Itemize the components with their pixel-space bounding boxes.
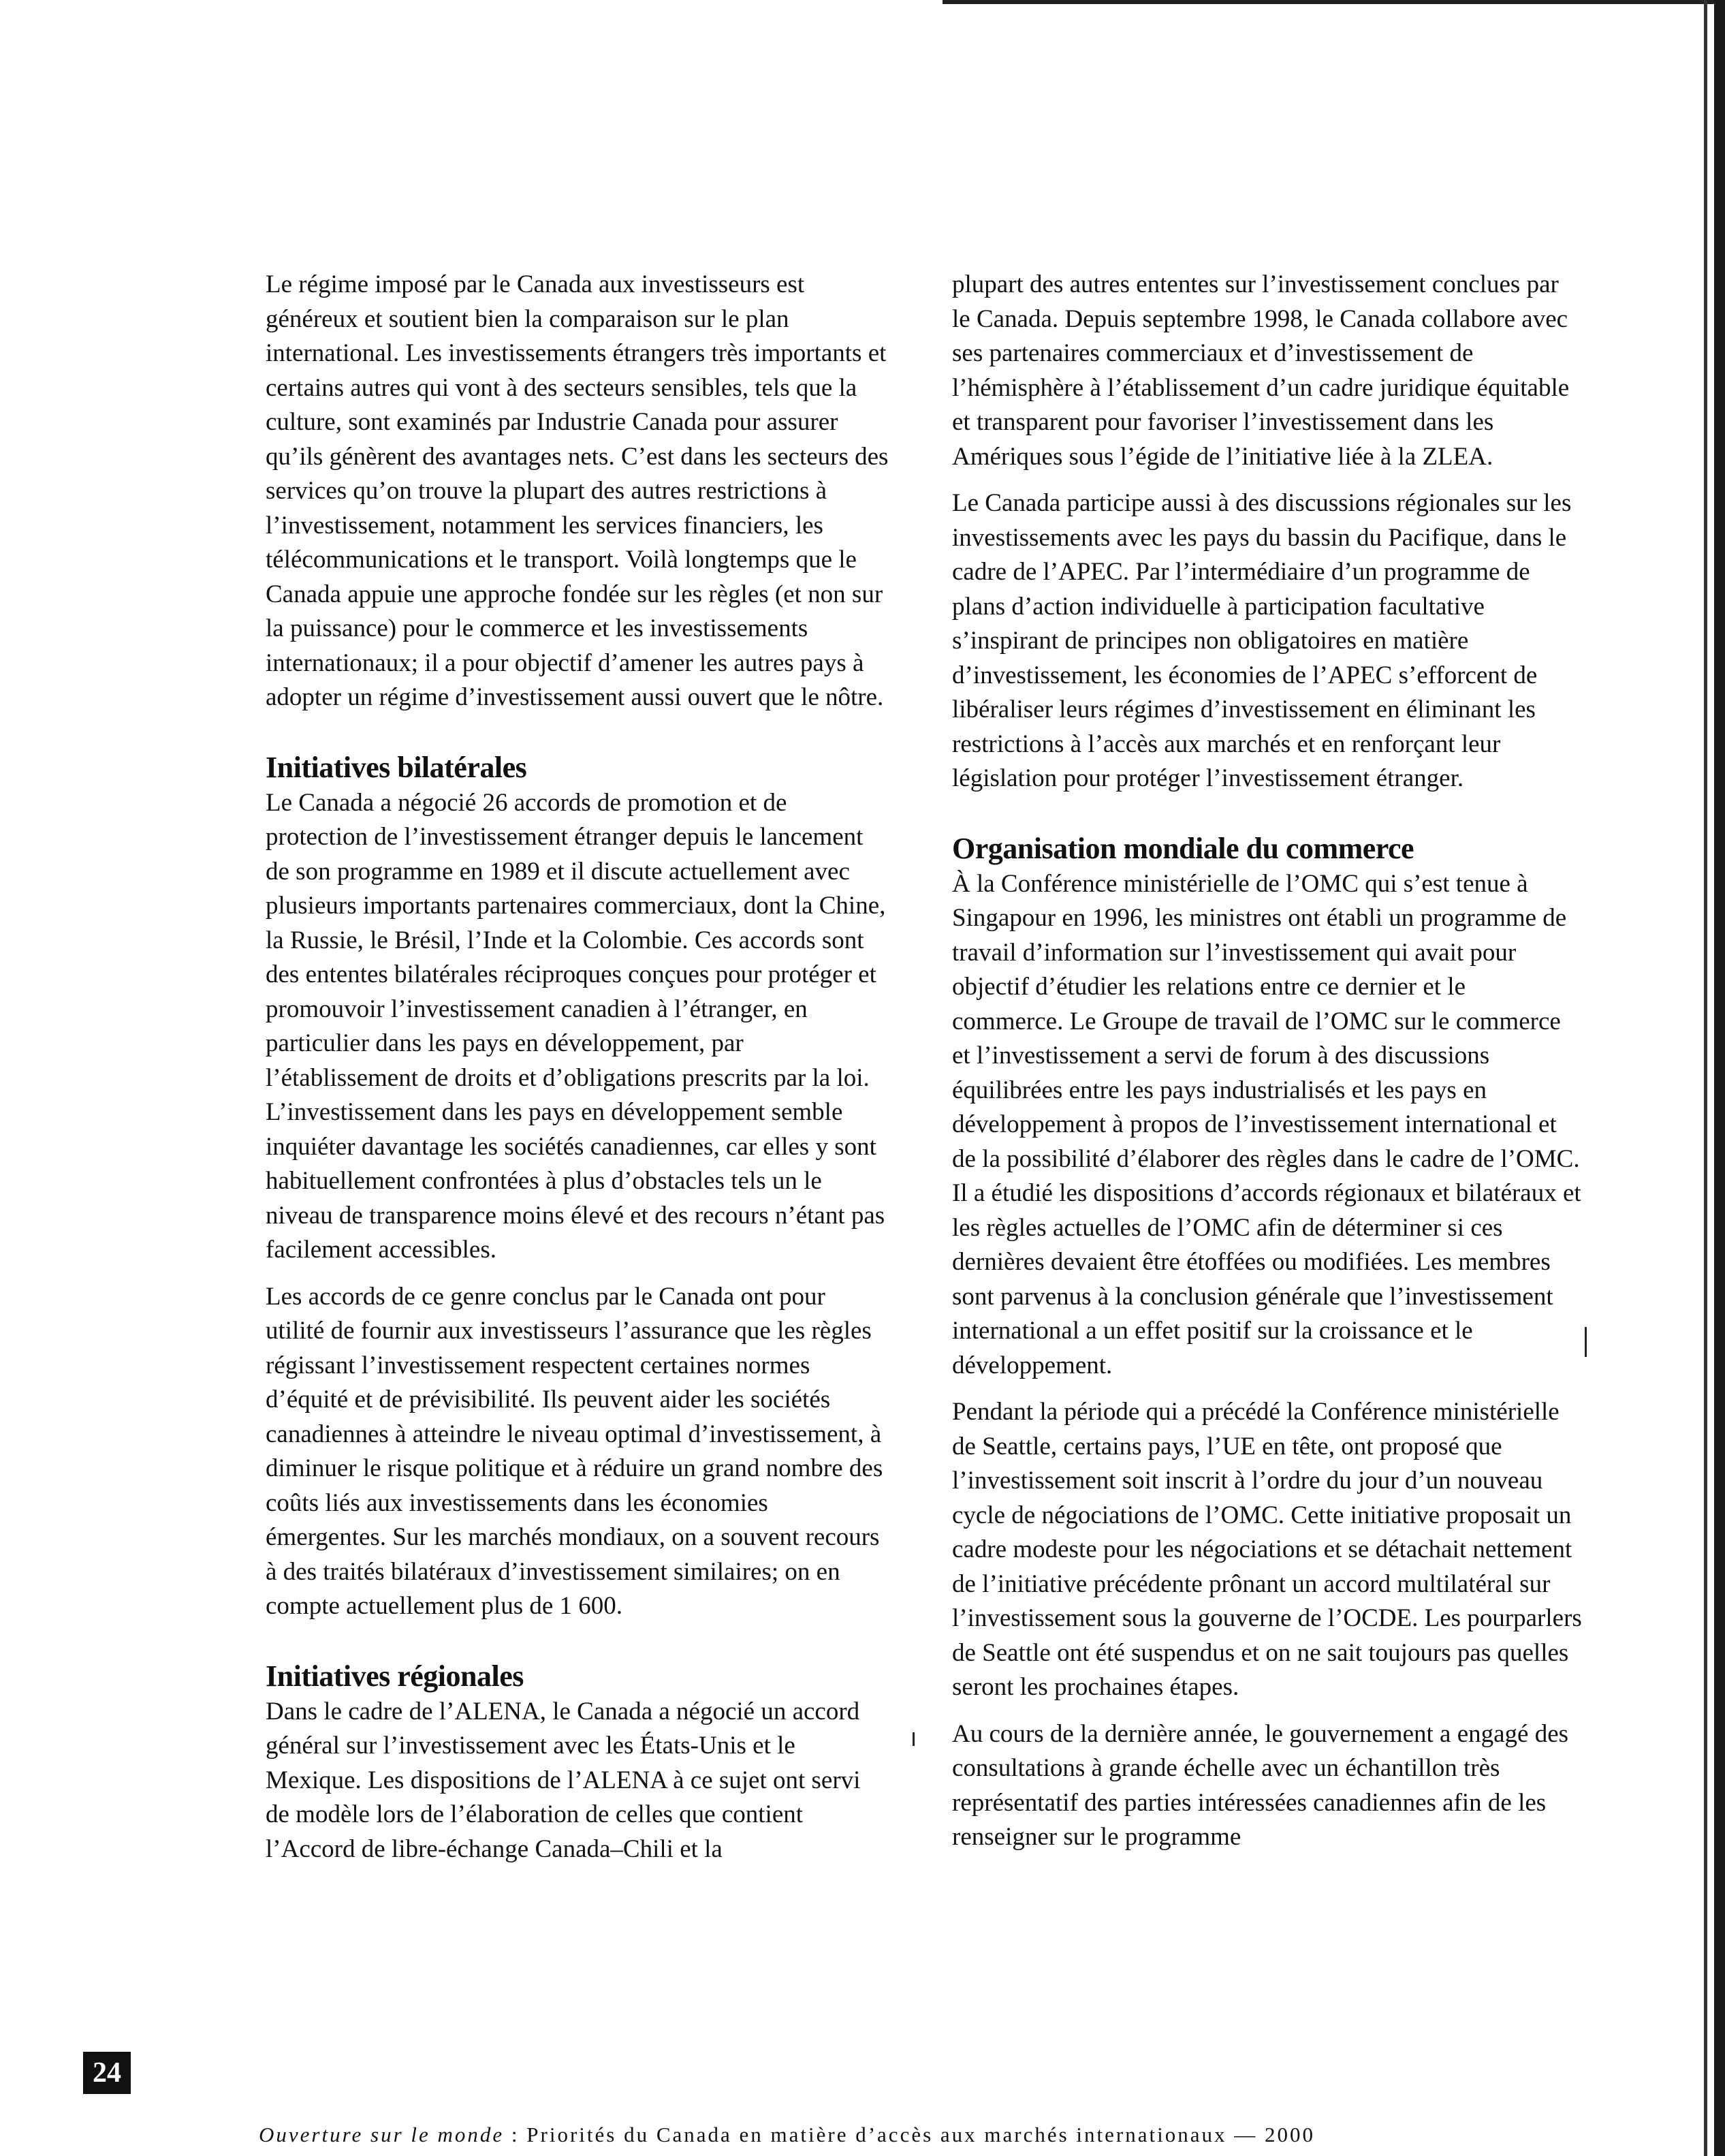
- margin-mark-center: [913, 1732, 915, 1746]
- scan-edge-right-inner: [1704, 0, 1707, 2156]
- paragraph-consultations: Au cours de la dernière année, le gouvernement a engagé des consultations à grande échelle avec un échantillon très représentatif des parties intéressées canadiennes afin de les renseigner sur le programme: [952, 1719, 1569, 1851]
- footer-title-italic: Ouverture sur le monde: [259, 2123, 505, 2146]
- paragraph-zlea: plupart des autres ententes sur l’investissement conclues par le Canada. Depuis septembre 1998, le Canada collabore avec ses partenaires commerciaux et d’investissement de l’hémisphère à l’établissement d’un cadre juridique équitable et transparent pour favoriser l’investissement dans les Amériques sous l’égide de l’initiative liée à la ZLEA.: [952, 270, 1570, 471]
- paragraph-regime: Le régime imposé par le Canada aux investisseurs est généreux et soutient bien la comparaison sur le plan international. Les investissements étrangers très importants et certains autres qui vont à des secteurs sensibles, tels que la culture, sont examinés par Industrie Canada pour assurer qu’ils génèrent des avantages nets. C’est dans les secteurs des services qu’on trouve la plupart des autres restrictions à l’investissement, notamment les services financiers, les télécommunications et le transport. Voilà longtemps que le Canada appuie une approche fondée sur les règles (et non sur la puissance) pour le commerce et les investissements internationaux; il a pour objectif d’amener les autres pays à adopter un régime d’investissement aussi ouvert que le nôtre.: [266, 270, 889, 711]
- page-number: 24: [83, 2052, 131, 2094]
- heading-wto: Organisation mondiale du commerce: [952, 831, 1414, 865]
- paragraph-seattle-conference: Pendant la période qui a précédé la Conférence ministérielle de Seattle, certains pays, l’UE en tête, ont proposé que l’investissement soit inscrit à l’ordre du jour d’un nouveau cycle de négociations de l’OMC. Cette initiative proposait un cadre modeste pour les négociations et se détachait nettement de l’initiative précédente prônant un accord multilatéral sur l’investissement sous la gouverne de l’OCDE. Les pourparlers de Seattle ont été suspendus et on ne sait toujours pas quelles seront les prochaines étapes.: [952, 1398, 1582, 1701]
- running-footer: [259, 2123, 1580, 2147]
- paragraph-alena: Dans le cadre de l’ALENA, le Canada a négocié un accord général sur l’investissement avec les États-Unis et le Mexique. Les dispositions de l’ALENA à ce sujet ont servi de modèle lors de l’élaboration de celles que contient l’Accord de libre-échange Canada–Chili et la: [266, 1697, 861, 1863]
- paragraph-singapore-conference: À la Conférence ministérielle de l’OMC qui s’est tenue à Singapour en 1996, les ministres ont établi un programme de travail d’information sur l’investissement qui avait pour objectif d’étudier les relations entre ce dernier et le commerce. Le Groupe de travail de l’OMC sur le commerce et l’investissement a servi de forum à des discussions équilibrées entre les pays industrialisés et les pays en développement à propos de l’investissement international et de la possibilité d’élaborer des règles dans le cadre de l’OMC. Il a étudié les dispositions d’accords régionaux et bilatéraux et les règles actuelles de l’OMC afin de déterminer si ces dernières devaient être étoffées ou modifiées. Les membres sont parvenus à la conclusion générale que l’investissement international a un effet positif sur la croissance et le développement.: [952, 869, 1581, 1379]
- footer-title-rest: : Priorités du Canada en matière d’accès aux marchés internationaux — 2000: [504, 2123, 1315, 2146]
- right-column: [952, 268, 1583, 1855]
- paragraph-bilateral-accords: Le Canada a négocié 26 accords de promotion et de protection de l’investissement étranger depuis le lancement de son programme en 1989 et il discute actuellement avec plusieurs importants partenaires commerciaux, dont la Chine, la Russie, le Brésil, l’Inde et la Colombie. Ces accords sont des ententes bilatérales réciproques conçues pour protéger et promouvoir l’investissement canadien à l’étranger, en particulier dans les pays en développement, par l’établissement de droits et d’obligations prescrits par la loi. L’investissement dans les pays en développement semble inquiéter davantage les sociétés canadiennes, car elles y sont habituellement confrontées à plus d’obstacles tels un le niveau de transparence moins élevé et des recours n’étant pas facilement accessibles.: [266, 788, 886, 1264]
- paragraph-accords-utility: Les accords de ce genre conclus par le Canada ont pour utilité de fournir aux investisseurs l’assurance que les règles régissant l’investissement respectent certaines normes d’équité et de prévisibilité. Ils peuvent aider les sociétés canadiennes à atteindre le niveau optimal d’investissement, à diminuer le risque politique et à réduire un grand nombre des coûts liés aux investissements dans les économies émergentes. Sur les marchés mondiaux, on a souvent recours à des traités bilatéraux d’investissement similaires; on en compte actuellement plus de 1 600.: [266, 1282, 883, 1620]
- paragraph-apec: Le Canada participe aussi à des discussions régionales sur les investissements avec les pays du bassin du Pacifique, dans le cadre de l’APEC. Par l’intermédiaire d’un programme de plans d’action individuelle à participation facultative s’inspirant de principes non obligatoires en matière d’investissement, les économies de l’APEC s’efforcent de libéraliser leurs régimes d’investissement en éliminant les restrictions à l’accès aux marchés et en renforçant leur législation pour protéger l’investissement étranger.: [952, 489, 1572, 792]
- margin-mark-right: [1585, 1327, 1587, 1357]
- scan-edge-right: [1714, 0, 1725, 2156]
- heading-regional-initiatives: Initiatives régionales: [266, 1659, 524, 1693]
- heading-bilateral-initiatives: Initiatives bilatérales: [266, 750, 527, 784]
- scan-edge-top: [943, 0, 1725, 4]
- left-column: [266, 268, 889, 1866]
